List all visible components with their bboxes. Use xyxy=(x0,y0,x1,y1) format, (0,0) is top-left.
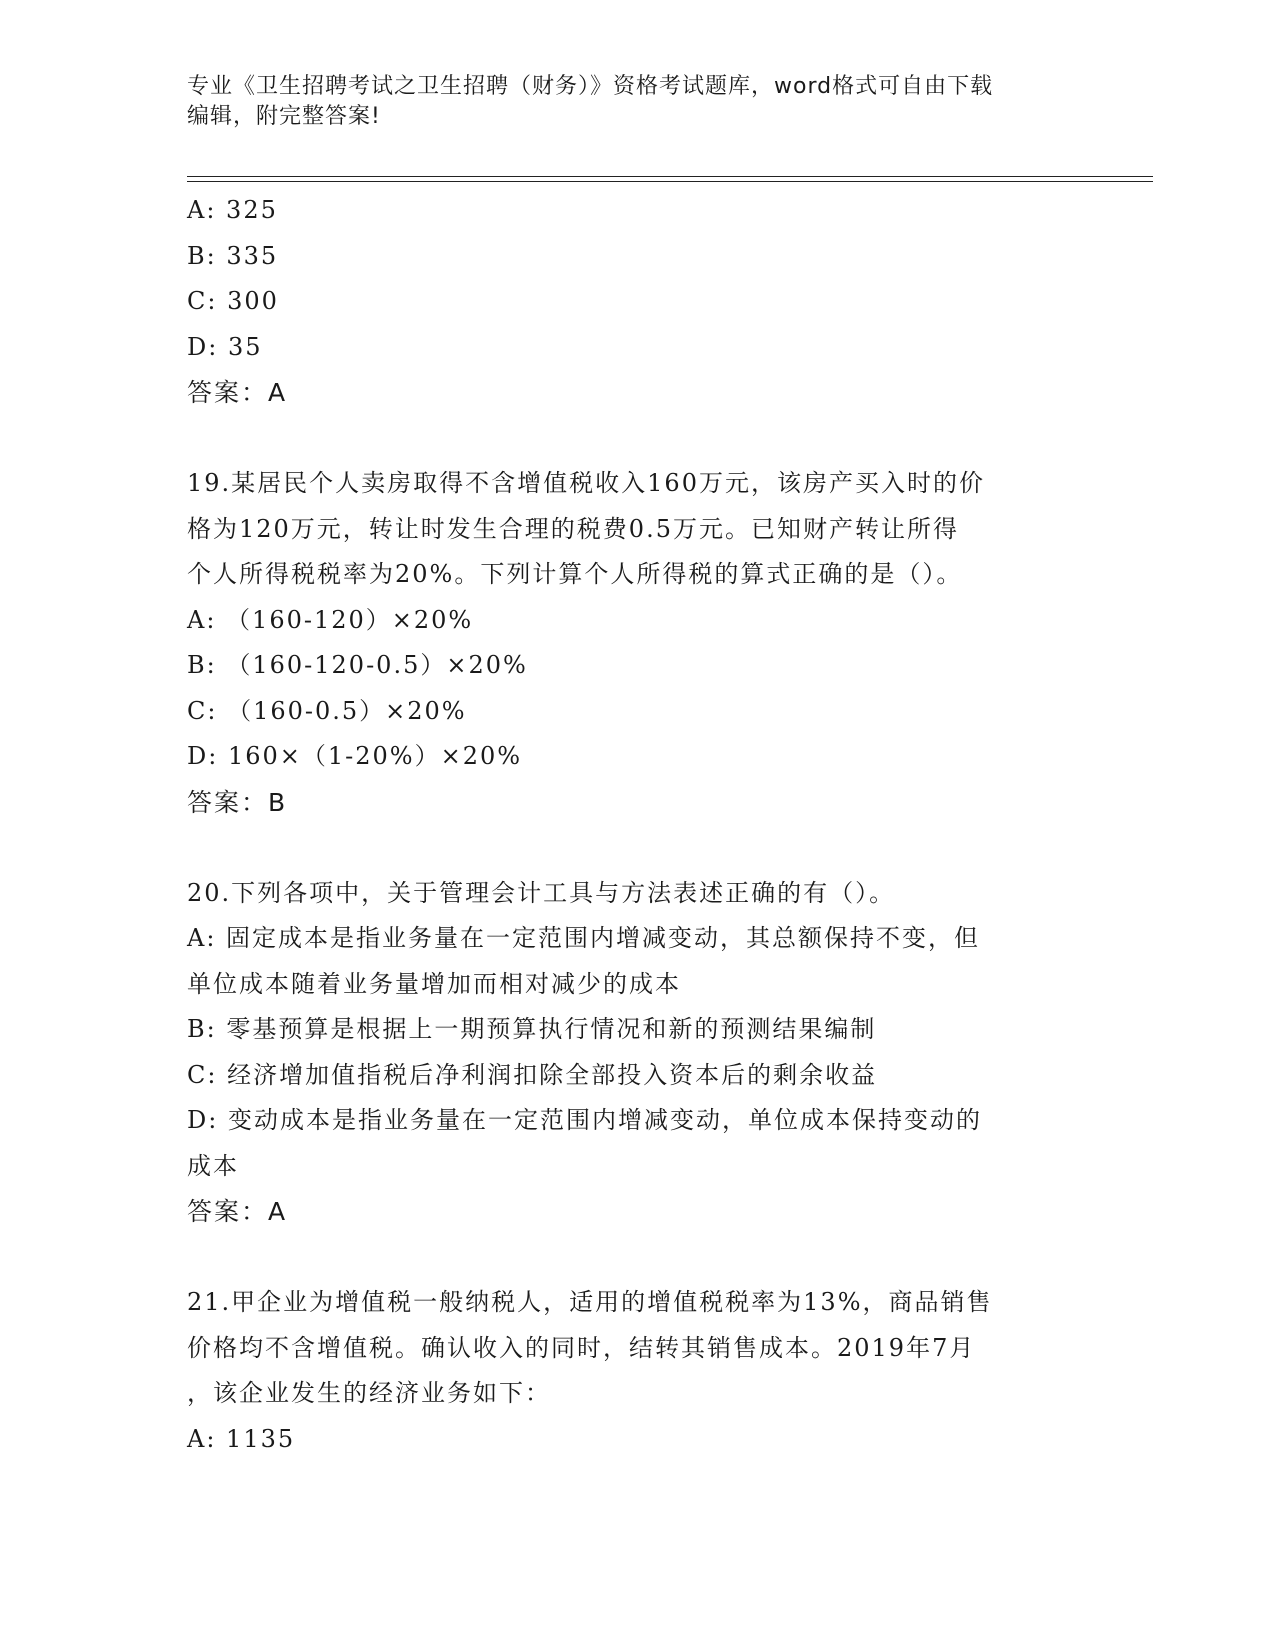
option-a: A: （160-120）×20% xyxy=(187,605,474,634)
option-c: C: （160-0.5）×20% xyxy=(187,696,467,725)
question-stem-line: 21.甲企业为增值税一般纳税人，适用的增值税税率为13%，商品销售 xyxy=(187,1288,993,1316)
question-list xyxy=(187,188,1087,1462)
option-a: A: 1135 xyxy=(187,1424,296,1453)
option-c: C: 经济增加值指税后净利润扣除全部投入资本后的剩余收益 xyxy=(187,1060,878,1089)
option-d: D: 变动成本是指业务量在一定范围内增减变动，单位成本保持变动的 xyxy=(187,1106,982,1134)
question-20 xyxy=(187,871,1087,1235)
header-line-2: 编辑，附完整答案! xyxy=(187,104,381,129)
spacer xyxy=(187,416,1087,462)
question-stem: 20.下列各项中，关于管理会计工具与方法表述正确的有（）。 xyxy=(187,878,896,907)
option-a: A: 325 xyxy=(187,196,278,224)
header-line-1: 专业《卫生招聘考试之卫生招聘（财务）》资格考试题库，word格式可自由下载 xyxy=(187,74,994,99)
option-b: B: （160-120-0.5）×20% xyxy=(187,651,528,679)
header-divider-bottom xyxy=(187,181,1153,182)
question-stem-line: 个人所得税税率为20%。下列计算个人所得税的算式正确的是（）。 xyxy=(187,560,963,588)
spacer xyxy=(187,825,1087,871)
option-a-continued: 单位成本随着业务量增加而相对减少的成本 xyxy=(187,969,681,998)
option-b: B: 335 xyxy=(187,241,279,270)
header-divider-top xyxy=(187,176,1153,177)
option-d: D: 160×（1-20%）×20% xyxy=(187,742,523,770)
spacer xyxy=(187,1235,1087,1281)
question-18 xyxy=(187,188,1087,416)
answer: 答案：B xyxy=(187,787,288,817)
option-c: C: 300 xyxy=(187,287,279,315)
question-stem-line: 价格均不含增值税。确认收入的同时，结转其销售成本。2019年7月 xyxy=(187,1333,976,1362)
answer: 答案：A xyxy=(187,1197,288,1226)
option-a: A: 固定成本是指业务量在一定范围内增减变动，其总额保持不变，但 xyxy=(187,924,981,952)
question-19 xyxy=(187,461,1087,825)
question-stem-line: ，该企业发生的经济业务如下： xyxy=(187,1379,551,1407)
answer: 答案：A xyxy=(187,378,288,407)
document-header xyxy=(187,72,1067,132)
option-b: B: 零基预算是根据上一期预算执行情况和新的预测结果编制 xyxy=(187,1015,877,1043)
option-d: D: 35 xyxy=(187,332,263,361)
option-d-continued: 成本 xyxy=(187,1151,239,1180)
question-stem-line: 19.某居民个人卖房取得不含增值税收入160万元，该房产买入时的价 xyxy=(187,469,985,497)
question-21 xyxy=(187,1280,1087,1462)
question-stem-line: 格为120万元，转让时发生合理的税费0.5万元。已知财产转让所得 xyxy=(187,514,959,543)
